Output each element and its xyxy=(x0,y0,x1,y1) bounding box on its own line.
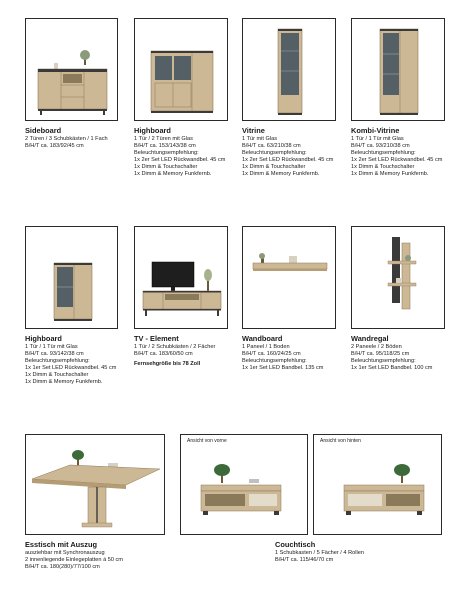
vitrine-illustration xyxy=(243,19,336,121)
couchtisch-front-illustration xyxy=(181,435,308,535)
product-title: Sideboard xyxy=(25,126,62,135)
sideboard-illustration xyxy=(26,19,118,121)
couchtisch-caption xyxy=(275,540,364,564)
highboard-small-illustration xyxy=(26,227,118,329)
lighting-item: 1x 1er Set LED Rückwandbel. 45 cm xyxy=(25,365,117,372)
product-detail: 1 Tür / 2 Schubkästen / 2 Fächer xyxy=(134,344,216,350)
lighting-item: 1x Dimm & Memory Funkfernb. xyxy=(134,171,212,178)
lighting-item: 1x 2er Set LED Rückwandbel. 45 cm xyxy=(242,157,334,164)
lighting-heading: Beleuchtungsempfehlung: xyxy=(25,358,90,365)
product-detail: 1 Tür / 1 Tür mit Glas xyxy=(25,344,78,350)
product-dimensions: B/H/T ca. 183/92/45 cm xyxy=(25,143,84,150)
sideboard-caption xyxy=(25,126,108,150)
product-dimensions: B/H/T ca. 153/143/38 cm xyxy=(134,143,196,150)
product-dimensions: B/H/T ca. 160/24/25 cm xyxy=(242,351,301,358)
tv-element-illustration xyxy=(135,227,228,329)
lighting-heading: Beleuchtungsempfehlung: xyxy=(242,358,307,365)
product-dimensions: B/H/T ca. 95/118/25 cm xyxy=(351,351,410,358)
front-view-label: Ansicht von vorne xyxy=(187,438,227,444)
product-detail: 1 Tür / 2 Türen mit Glas xyxy=(134,136,193,142)
product-dimensions: B/H/T ca. 115/46/70 cm xyxy=(275,557,334,564)
wandboard-caption xyxy=(242,334,323,372)
lighting-item: 1x 1er Set LED Bandbel. 100 cm xyxy=(351,365,433,372)
lighting-item: 1x Dimm & Touchschalter xyxy=(242,164,306,171)
lighting-heading: Beleuchtungsempfehlung: xyxy=(351,150,416,157)
wandregal-image-frame xyxy=(351,226,445,329)
couchtisch-back-image-frame xyxy=(313,434,442,535)
kombi-vitrine-caption xyxy=(351,126,442,179)
lighting-item: 1x 2er Set LED Rückwandbel. 45 cm xyxy=(134,157,226,164)
wandregal-caption xyxy=(351,334,432,372)
lighting-item: 1x Dimm & Memory Funkfernb. xyxy=(25,379,103,386)
highboard-small-caption xyxy=(25,334,116,387)
esstisch-caption xyxy=(25,540,123,571)
wandboard-illustration xyxy=(243,227,336,329)
esstisch-illustration xyxy=(26,435,165,535)
highboard-image-frame xyxy=(134,18,228,121)
product-dimensions: B/H/T ca. 93/142/38 cm xyxy=(25,351,84,358)
highboard-caption xyxy=(134,126,225,179)
tv-element-image-frame xyxy=(134,226,228,329)
product-detail: 1 Schubkasten / 5 Fächer / 4 Rollen xyxy=(275,550,364,556)
product-detail: 1 Tür mit Glas xyxy=(242,136,278,142)
product-detail: ausziehbar mit Synchronauszug xyxy=(25,550,105,556)
product-title: Kombi-Vitrine xyxy=(351,126,400,135)
product-detail: 2 Türen / 3 Schubkästen / 1 Fach xyxy=(25,136,108,142)
product-detail: 1 Paneel / 1 Boden xyxy=(242,344,290,350)
lighting-item: 1x Dimm & Touchschalter xyxy=(351,164,415,171)
highboard-illustration xyxy=(135,19,228,121)
kombi-vitrine-image-frame xyxy=(351,18,445,121)
tv-element-caption xyxy=(134,334,215,368)
product-title: Highboard xyxy=(134,126,171,135)
lighting-heading: Beleuchtungsempfehlung: xyxy=(242,150,307,157)
product-title: TV - Element xyxy=(134,334,179,343)
product-dimensions: B/H/T ca. 183/60/50 cm xyxy=(134,351,193,358)
product-title: Wandboard xyxy=(242,334,283,343)
product-detail: 2 Paneele / 2 Böden xyxy=(351,344,402,350)
sideboard-image-frame xyxy=(25,18,118,121)
highboard-small-image-frame xyxy=(25,226,118,329)
product-dimensions: B/H/T ca. 180(280)/77/100 cm xyxy=(25,564,100,571)
couchtisch-front-image-frame xyxy=(180,434,308,535)
vitrine-image-frame xyxy=(242,18,336,121)
lighting-item: 1x 2er Set LED Rückwandbel. 45 cm xyxy=(351,157,443,164)
product-detail: 1 Tür / 1 Tür mit Glas xyxy=(351,136,404,142)
product-dimensions: B/H/T ca. 63/210/38 cm xyxy=(242,143,301,150)
back-view-label: Ansicht von hinten xyxy=(320,438,361,444)
lighting-heading: Beleuchtungsempfehlung: xyxy=(134,150,199,157)
couchtisch-back-illustration xyxy=(314,435,442,535)
product-dimensions: B/H/T ca. 93/210/38 cm xyxy=(351,143,410,150)
lighting-item: 1x Dimm & Memory Funkfernb. xyxy=(351,171,429,178)
tv-size-note: Fernsehgröße bis 78 Zoll xyxy=(134,361,201,368)
lighting-heading: Beleuchtungsempfehlung: xyxy=(351,358,416,365)
product-title: Highboard xyxy=(25,334,62,343)
product-detail: 2 innenliegende Einlegeplatten á 50 cm xyxy=(25,557,123,564)
lighting-item: 1x Dimm & Memory Funkfernb. xyxy=(242,171,320,178)
wandregal-illustration xyxy=(352,227,445,329)
lighting-item: 1x Dimm & Touchschalter xyxy=(25,372,89,379)
product-title: Couchtisch xyxy=(275,540,316,549)
vitrine-caption xyxy=(242,126,333,179)
wandboard-image-frame xyxy=(242,226,336,329)
lighting-item: 1x 1er Set LED Bandbel. 135 cm xyxy=(242,365,324,372)
kombi-vitrine-illustration xyxy=(352,19,445,121)
product-title: Wandregal xyxy=(351,334,389,343)
product-title: Esstisch mit Auszug xyxy=(25,540,98,549)
product-title: Vitrine xyxy=(242,126,265,135)
lighting-item: 1x Dimm & Touchschalter xyxy=(134,164,198,171)
esstisch-image-frame xyxy=(25,434,165,535)
